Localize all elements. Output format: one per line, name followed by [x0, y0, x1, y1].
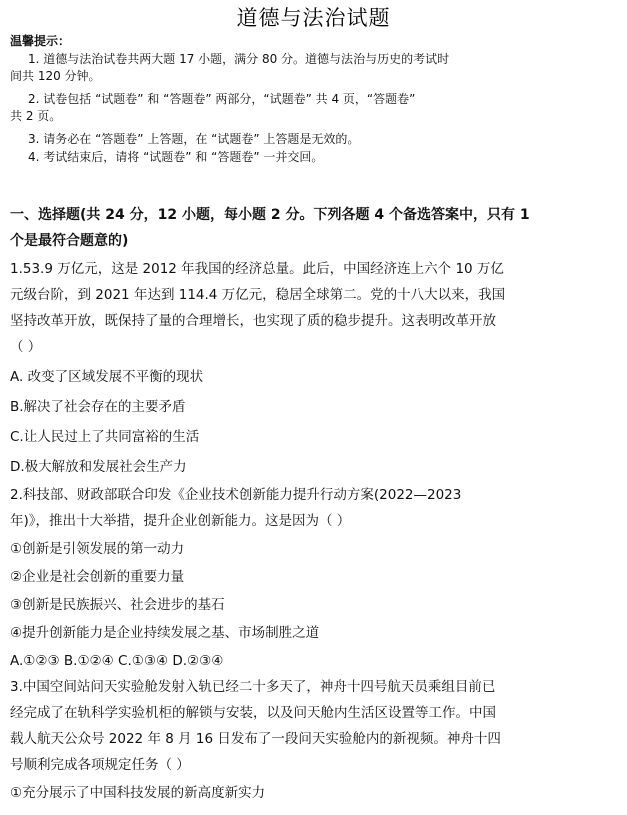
question-1-text: 1.53.9 万亿元，这是 2012 年我国的经济总量。此后，中国经济连上六个 10 万亿: [10, 261, 504, 277]
notice-heading: 温馨提示：: [10, 34, 71, 48]
question-3-text: 经完成了在轨科学实验机柜的解锁与安装，以及问天舱内生活区设置等工作。中国: [10, 705, 496, 721]
question-2-statement: ②企业是社会创新的重要力量: [10, 569, 185, 585]
notice-line: 2. 试卷包括 “试题卷” 和 “答题卷” 两部分，“试题卷” 共 4 页，“答题卷”: [28, 92, 416, 106]
question-2-statement: ④提升创新能力是企业持续发展之基、市场制胜之道: [10, 625, 320, 641]
section-heading: 一、选择题(共 24 分，12 小题，每小题 2 分。下列各题 4 个备选答案中，只有 1: [10, 207, 530, 223]
notice-line: 4. 考试结束后，请将 “试题卷” 和 “答题卷” 一并交回。: [28, 150, 324, 164]
section-heading: 个是最符合题意的): [10, 233, 129, 249]
question-3-text: 号顺利完成各项规定任务（ ）: [10, 757, 190, 773]
notice-line: 间共 120 分钟。: [10, 69, 101, 83]
question-1-option-b: B.解决了社会存在的主要矛盾: [10, 399, 186, 415]
notice-line: 共 2 页。: [10, 109, 62, 123]
question-2-options: A.①②③ B.①②④ C.①③④ D.②③④: [10, 653, 224, 669]
page-title: 道德与法治试题: [236, 6, 391, 30]
question-1-option-c: C.让人民过上了共同富裕的生活: [10, 429, 200, 445]
question-2-text: 年)》，推出十大举措，提升企业创新能力。这是因为（ ）: [10, 513, 351, 529]
question-2-statement: ③创新是民族振兴、社会进步的基石: [10, 597, 225, 613]
question-3-statement: ①充分展示了中国科技发展的新高度新实力: [10, 785, 266, 801]
notice-line: 1. 道德与法治试卷共两大题 17 小题，满分 80 分。道德与法治与历史的考试时: [28, 52, 450, 66]
question-2-statement: ①创新是引领发展的第一动力: [10, 541, 185, 557]
question-3-text: 3.中国空间站问天实验舱发射入轨已经二十多天了，神舟十四号航天员乘组目前已: [10, 679, 496, 695]
notice-line: 3. 请务必在 “答题卷” 上答题，在 “试题卷” 上答题是无效的。: [28, 132, 360, 146]
question-3-text: 载人航天公众号 2022 年 8 月 16 日发布了一段问天实验舱内的新视频。神舟十四: [10, 731, 501, 747]
question-1-option-d: D.极大解放和发展社会生产力: [10, 459, 187, 475]
question-1-text: 元级台阶，到 2021 年达到 114.4 万亿元，稳居全球第二。党的十八大以来，我国: [10, 287, 506, 303]
question-2-text: 2.科技部、财政部联合印发《企业技术创新能力提升行动方案(2022—2023: [10, 487, 462, 503]
question-1-blank: （ ）: [10, 339, 42, 355]
question-1-option-a: A. 改变了区域发展不平衡的现状: [10, 369, 204, 385]
question-1-text: 坚持改革开放，既保持了量的合理增长，也实现了质的稳步提升。这表明改革开放: [10, 313, 496, 329]
